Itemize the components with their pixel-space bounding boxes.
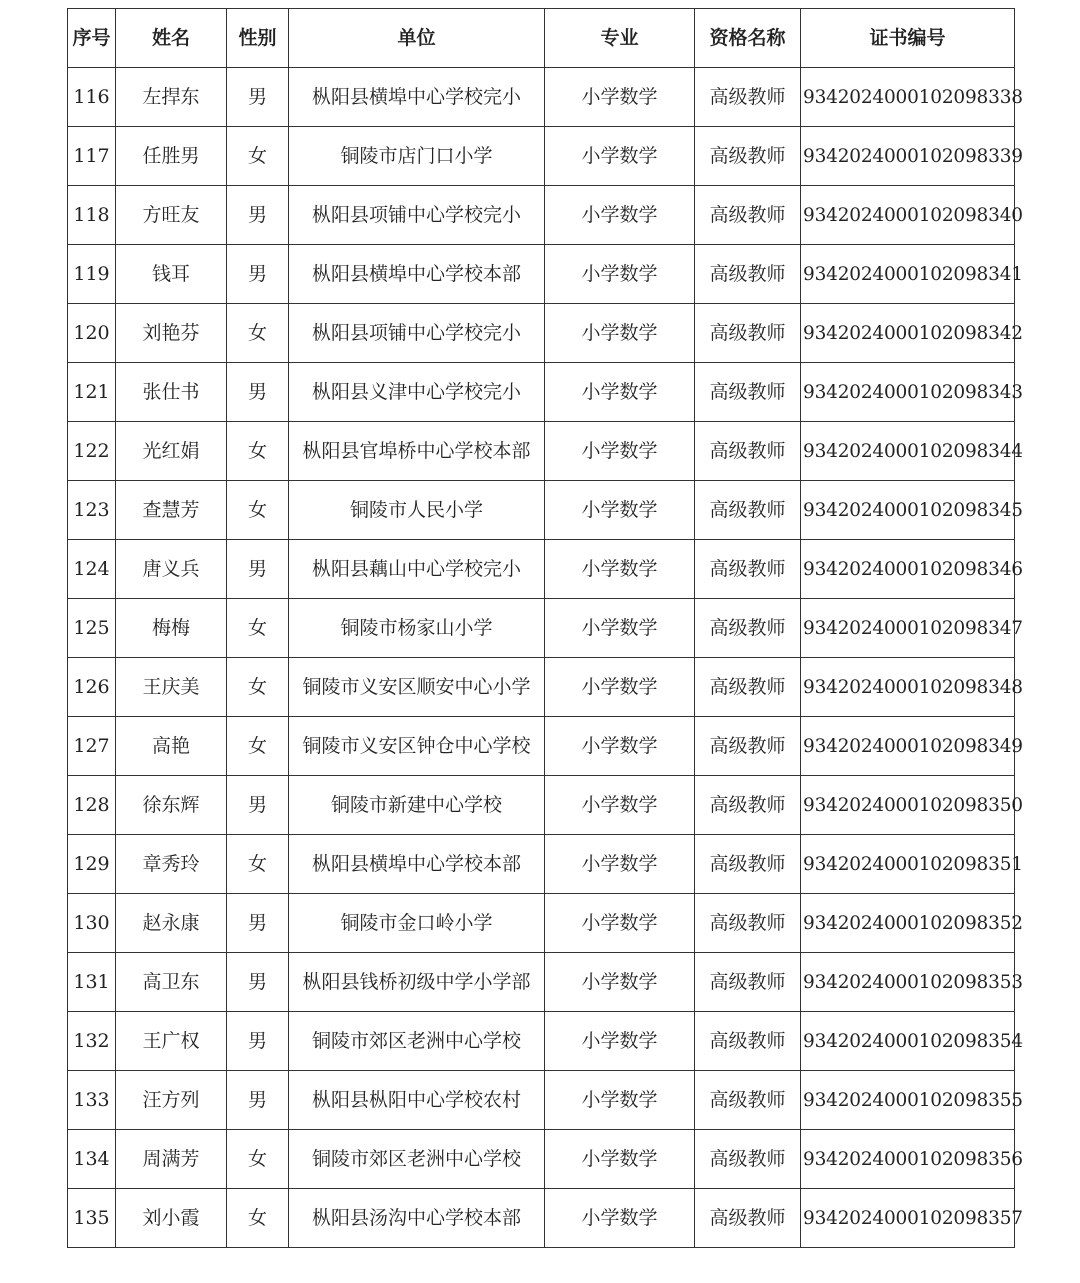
cell-major: 小学数学 — [545, 953, 695, 1012]
cell-cert: 9342024000102098342 — [801, 304, 1015, 363]
cell-cert: 9342024000102098339 — [801, 127, 1015, 186]
cell-unit: 铜陵市义安区顺安中心小学 — [289, 658, 545, 717]
cell-major: 小学数学 — [545, 68, 695, 127]
header-gender: 性别 — [227, 9, 289, 68]
cell-major: 小学数学 — [545, 717, 695, 776]
header-name: 姓名 — [116, 9, 227, 68]
cell-no: 129 — [68, 835, 116, 894]
cell-major: 小学数学 — [545, 776, 695, 835]
cell-title: 高级教师 — [695, 68, 801, 127]
table-row — [68, 1189, 1015, 1248]
cell-name: 徐东辉 — [116, 776, 227, 835]
cell-major: 小学数学 — [545, 1130, 695, 1189]
cell-name: 王广权 — [116, 1012, 227, 1071]
cell-gender: 男 — [227, 363, 289, 422]
table-row — [68, 422, 1015, 481]
cell-major: 小学数学 — [545, 245, 695, 304]
cell-title: 高级教师 — [695, 599, 801, 658]
cell-cert: 9342024000102098350 — [801, 776, 1015, 835]
cell-unit: 枞阳县横埠中心学校本部 — [289, 835, 545, 894]
cell-no: 127 — [68, 717, 116, 776]
cell-name: 张仕书 — [116, 363, 227, 422]
table-row — [68, 1130, 1015, 1189]
cell-name: 梅梅 — [116, 599, 227, 658]
cell-cert: 9342024000102098344 — [801, 422, 1015, 481]
cell-title: 高级教师 — [695, 363, 801, 422]
cell-gender: 女 — [227, 422, 289, 481]
cell-unit: 枞阳县项铺中心学校完小 — [289, 186, 545, 245]
cell-cert: 9342024000102098353 — [801, 953, 1015, 1012]
cell-no: 131 — [68, 953, 116, 1012]
cell-unit: 铜陵市新建中心学校 — [289, 776, 545, 835]
cell-title: 高级教师 — [695, 540, 801, 599]
table-body — [68, 68, 1023, 1248]
cell-name: 刘艳芬 — [116, 304, 227, 363]
cell-no: 121 — [68, 363, 116, 422]
cell-gender: 男 — [227, 1012, 289, 1071]
header-no: 序号 — [68, 9, 116, 68]
cell-gender: 女 — [227, 481, 289, 540]
cell-gender: 男 — [227, 953, 289, 1012]
table-row — [68, 658, 1015, 717]
cell-no: 123 — [68, 481, 116, 540]
cell-no: 124 — [68, 540, 116, 599]
cell-no: 122 — [68, 422, 116, 481]
cell-no: 120 — [68, 304, 116, 363]
cell-no: 116 — [68, 68, 116, 127]
cell-no: 119 — [68, 245, 116, 304]
header-cert: 证书编号 — [801, 9, 1015, 68]
cell-no: 128 — [68, 776, 116, 835]
cell-no: 125 — [68, 599, 116, 658]
cell-title: 高级教师 — [695, 953, 801, 1012]
cell-no: 130 — [68, 894, 116, 953]
cell-major: 小学数学 — [545, 1189, 695, 1248]
cell-major: 小学数学 — [545, 127, 695, 186]
cell-name: 钱耳 — [116, 245, 227, 304]
cell-title: 高级教师 — [695, 835, 801, 894]
table-row — [68, 717, 1015, 776]
cell-gender: 女 — [227, 658, 289, 717]
table-row — [68, 481, 1015, 540]
cell-no: 117 — [68, 127, 116, 186]
cell-major: 小学数学 — [545, 1012, 695, 1071]
table-row — [68, 894, 1015, 953]
cell-title: 高级教师 — [695, 186, 801, 245]
cell-unit: 枞阳县枞阳中心学校农村 — [289, 1071, 545, 1130]
cell-gender: 女 — [227, 599, 289, 658]
cell-unit: 铜陵市郊区老洲中心学校 — [289, 1012, 545, 1071]
cell-cert: 9342024000102098346 — [801, 540, 1015, 599]
cell-title: 高级教师 — [695, 1071, 801, 1130]
cell-title: 高级教师 — [695, 894, 801, 953]
cell-major: 小学数学 — [545, 1071, 695, 1130]
cell-gender: 女 — [227, 1130, 289, 1189]
cell-gender: 男 — [227, 245, 289, 304]
cell-name: 刘小霞 — [116, 1189, 227, 1248]
cell-gender: 女 — [227, 127, 289, 186]
cell-unit: 枞阳县钱桥初级中学小学部 — [289, 953, 545, 1012]
cell-no: 134 — [68, 1130, 116, 1189]
cell-gender: 男 — [227, 540, 289, 599]
cell-major: 小学数学 — [545, 481, 695, 540]
cell-cert: 9342024000102098354 — [801, 1012, 1015, 1071]
cell-unit: 铜陵市郊区老洲中心学校 — [289, 1130, 545, 1189]
table-row — [68, 540, 1015, 599]
cell-name: 光红娟 — [116, 422, 227, 481]
cell-major: 小学数学 — [545, 363, 695, 422]
cell-cert: 9342024000102098351 — [801, 835, 1015, 894]
cell-title: 高级教师 — [695, 304, 801, 363]
cell-name: 章秀玲 — [116, 835, 227, 894]
cell-unit: 枞阳县藕山中心学校完小 — [289, 540, 545, 599]
cell-no: 118 — [68, 186, 116, 245]
cell-name: 赵永康 — [116, 894, 227, 953]
cell-unit: 铜陵市义安区钟仓中心学校 — [289, 717, 545, 776]
cell-name: 唐义兵 — [116, 540, 227, 599]
cell-title: 高级教师 — [695, 1130, 801, 1189]
cell-gender: 男 — [227, 1071, 289, 1130]
cell-title: 高级教师 — [695, 1012, 801, 1071]
cell-unit: 铜陵市金口岭小学 — [289, 894, 545, 953]
cell-cert: 9342024000102098352 — [801, 894, 1015, 953]
cell-cert: 9342024000102098356 — [801, 1130, 1015, 1189]
cell-unit: 枞阳县官埠桥中心学校本部 — [289, 422, 545, 481]
cell-gender: 男 — [227, 68, 289, 127]
cell-name: 任胜男 — [116, 127, 227, 186]
cell-cert: 9342024000102098341 — [801, 245, 1015, 304]
table-row — [68, 835, 1015, 894]
cell-unit: 铜陵市人民小学 — [289, 481, 545, 540]
cell-cert: 9342024000102098345 — [801, 481, 1015, 540]
cell-gender: 女 — [227, 835, 289, 894]
cell-unit: 铜陵市店门口小学 — [289, 127, 545, 186]
cell-name: 高卫东 — [116, 953, 227, 1012]
table-header-row — [68, 9, 1015, 68]
table-row — [68, 776, 1015, 835]
cell-unit: 枞阳县义津中心学校完小 — [289, 363, 545, 422]
cell-cert: 9342024000102098343 — [801, 363, 1015, 422]
cell-title: 高级教师 — [695, 422, 801, 481]
cell-gender: 男 — [227, 894, 289, 953]
cell-gender: 女 — [227, 1189, 289, 1248]
cell-cert: 9342024000102098357 — [801, 1189, 1015, 1248]
cell-unit: 枞阳县横埠中心学校本部 — [289, 245, 545, 304]
cell-cert: 9342024000102098347 — [801, 599, 1015, 658]
header-major: 专业 — [545, 9, 695, 68]
cell-name: 左捍东 — [116, 68, 227, 127]
cell-name: 汪方列 — [116, 1071, 227, 1130]
cell-title: 高级教师 — [695, 776, 801, 835]
cell-name: 王庆美 — [116, 658, 227, 717]
cell-gender: 女 — [227, 717, 289, 776]
cell-no: 133 — [68, 1071, 116, 1130]
cell-gender: 女 — [227, 304, 289, 363]
cell-cert: 9342024000102098349 — [801, 717, 1015, 776]
cell-major: 小学数学 — [545, 304, 695, 363]
cell-major: 小学数学 — [545, 835, 695, 894]
header-unit: 单位 — [289, 9, 545, 68]
cell-name: 周满芳 — [116, 1130, 227, 1189]
cell-no: 135 — [68, 1189, 116, 1248]
table-row — [68, 1012, 1015, 1071]
cell-cert: 9342024000102098338 — [801, 68, 1015, 127]
table-row — [68, 127, 1015, 186]
cell-major: 小学数学 — [545, 599, 695, 658]
cell-unit: 枞阳县横埠中心学校完小 — [289, 68, 545, 127]
cell-no: 126 — [68, 658, 116, 717]
cell-title: 高级教师 — [695, 245, 801, 304]
cell-major: 小学数学 — [545, 894, 695, 953]
cell-unit: 枞阳县汤沟中心学校本部 — [289, 1189, 545, 1248]
cell-gender: 男 — [227, 776, 289, 835]
cell-major: 小学数学 — [545, 186, 695, 245]
cell-title: 高级教师 — [695, 127, 801, 186]
cell-title: 高级教师 — [695, 658, 801, 717]
cell-major: 小学数学 — [545, 658, 695, 717]
cell-title: 高级教师 — [695, 717, 801, 776]
cell-cert: 9342024000102098340 — [801, 186, 1015, 245]
cell-no: 132 — [68, 1012, 116, 1071]
cell-name: 查慧芳 — [116, 481, 227, 540]
cell-cert: 9342024000102098348 — [801, 658, 1015, 717]
cell-title: 高级教师 — [695, 481, 801, 540]
cell-unit: 枞阳县项铺中心学校完小 — [289, 304, 545, 363]
table-row — [68, 953, 1015, 1012]
table-row — [68, 68, 1015, 127]
table-row — [68, 363, 1015, 422]
cell-gender: 男 — [227, 186, 289, 245]
cell-major: 小学数学 — [545, 540, 695, 599]
table-row — [68, 245, 1015, 304]
teacher-certificate-table — [67, 8, 1023, 1248]
header-title: 资格名称 — [695, 9, 801, 68]
table-row — [68, 304, 1015, 363]
table-row — [68, 1071, 1015, 1130]
table-row — [68, 186, 1015, 245]
cell-unit: 铜陵市杨家山小学 — [289, 599, 545, 658]
cell-major: 小学数学 — [545, 422, 695, 481]
cell-name: 高艳 — [116, 717, 227, 776]
cell-name: 方旺友 — [116, 186, 227, 245]
cell-cert: 9342024000102098355 — [801, 1071, 1015, 1130]
cell-title: 高级教师 — [695, 1189, 801, 1248]
table-row — [68, 599, 1015, 658]
